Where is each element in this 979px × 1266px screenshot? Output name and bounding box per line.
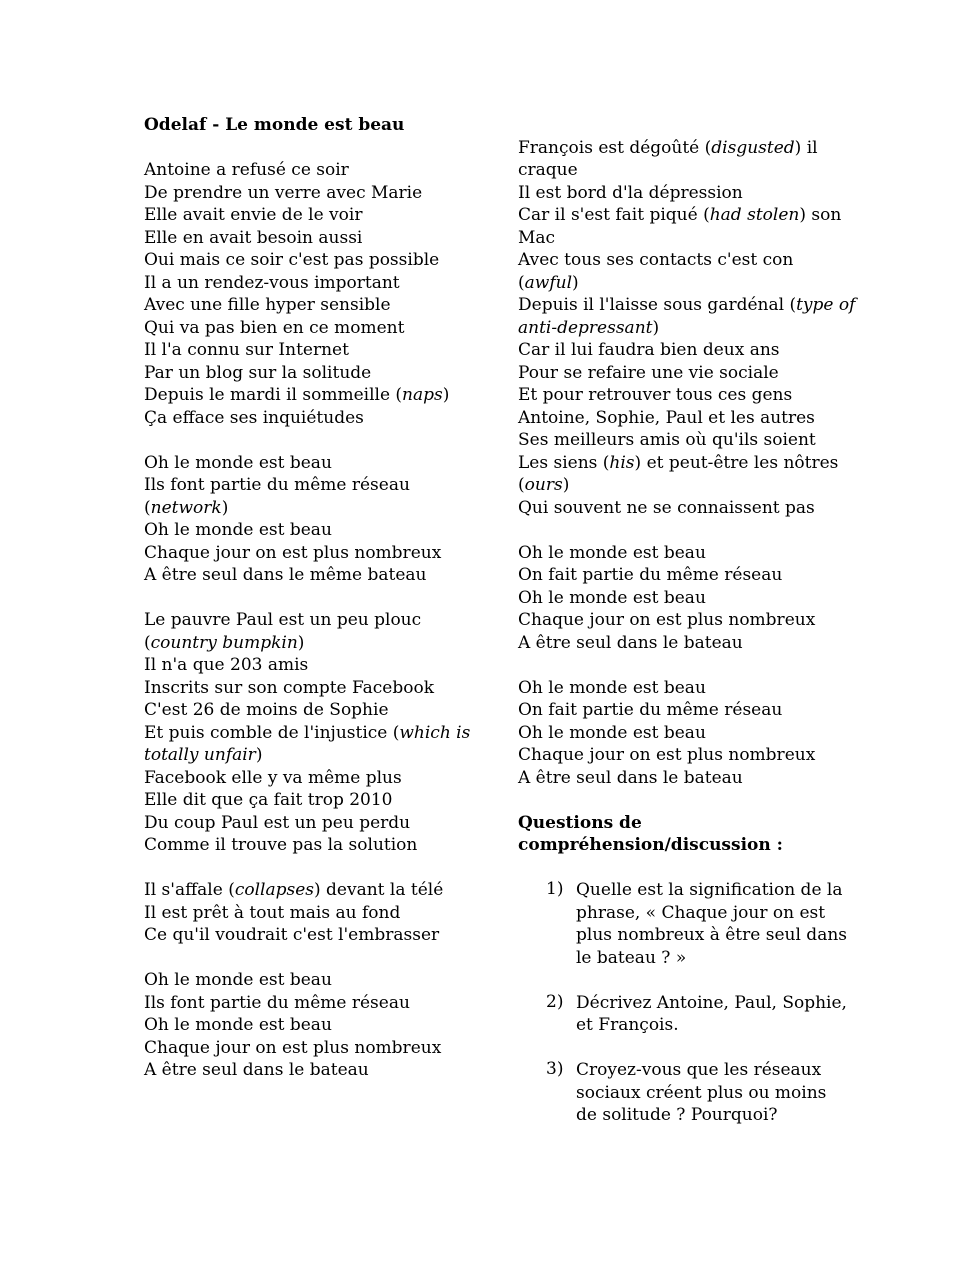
lyric-text: A être seul dans le même bateau xyxy=(144,565,427,585)
left-lyric-line xyxy=(144,182,474,205)
lyric-text: Ses meilleurs amis où qu'ils soient xyxy=(518,430,816,450)
gloss-text: which is xyxy=(399,722,471,743)
left-lyric-line xyxy=(144,969,474,992)
left-lyrics xyxy=(144,159,474,1082)
lyric-text: Du coup Paul est un peu perdu xyxy=(144,812,411,833)
left-lyric-line xyxy=(144,384,474,407)
lyric-text: ) xyxy=(442,385,450,405)
blank-line xyxy=(144,137,474,160)
lyric-text: Il l'a connu sur Internet xyxy=(144,340,349,360)
left-lyric-line xyxy=(144,834,474,857)
right-lyric-line xyxy=(518,722,848,745)
question-item xyxy=(518,879,848,969)
blank-line xyxy=(144,947,474,970)
left-lyric-line xyxy=(144,1037,474,1060)
blank-line xyxy=(518,857,848,880)
blank-line xyxy=(518,789,848,812)
left-lyric-line xyxy=(144,1014,474,1037)
lyric-text: Inscrits sur son compte Facebook xyxy=(144,677,435,698)
gloss-text: naps xyxy=(402,385,443,405)
right-lyric-line xyxy=(518,227,848,250)
gloss-text: type of xyxy=(796,295,856,315)
lyric-text: Oh le monde est beau xyxy=(518,677,706,698)
left-lyric-line xyxy=(144,722,474,745)
lyric-text: On fait partie du même réseau xyxy=(518,565,783,585)
question-list xyxy=(518,879,848,1127)
right-lyric-line xyxy=(518,407,848,430)
right-lyric-line xyxy=(518,137,848,160)
left-lyric-line xyxy=(144,452,474,475)
lyric-text: Chaque jour on est plus nombreux xyxy=(144,1037,442,1058)
lyric-text: Il a un rendez-vous important xyxy=(144,272,400,293)
lyric-text: Chaque jour on est plus nombreux xyxy=(518,745,816,765)
lyric-text: Il est prêt à tout mais au fond xyxy=(144,902,401,923)
lyric-text: ) xyxy=(297,632,305,653)
lyric-text: Oh le monde est beau xyxy=(518,542,706,563)
left-lyric-line xyxy=(144,542,474,565)
lyric-text: ) xyxy=(221,497,229,518)
right-lyric-line xyxy=(518,452,848,475)
left-lyric-line xyxy=(144,159,474,182)
right-lyric-line xyxy=(518,587,848,610)
left-lyric-line xyxy=(144,339,474,362)
left-lyric-line xyxy=(144,474,474,497)
question-number: 1) xyxy=(546,879,564,899)
lyric-text: Oh le monde est beau xyxy=(144,452,332,473)
lyric-text: Avec tous ses contacts c'est con xyxy=(518,250,794,270)
left-lyric-line xyxy=(144,609,474,632)
lyric-text: Oh le monde est beau xyxy=(144,520,332,540)
left-lyric-line xyxy=(144,564,474,587)
song-title: Odelaf - Le monde est beau xyxy=(144,115,405,135)
right-lyric-line xyxy=(518,339,848,362)
left-column xyxy=(144,114,474,1082)
right-lyric-line xyxy=(518,609,848,632)
lyric-text: Qui souvent ne se connaissent pas xyxy=(518,497,815,518)
question-item xyxy=(518,992,848,1037)
left-lyric-line xyxy=(144,249,474,272)
lyric-text: Par un blog sur la solitude xyxy=(144,362,372,383)
left-lyric-line xyxy=(144,789,474,812)
lyric-text: ) il xyxy=(794,137,818,158)
right-lyric-line xyxy=(518,699,848,722)
left-lyric-line xyxy=(144,902,474,925)
left-lyric-line xyxy=(144,879,474,902)
blank-line xyxy=(518,114,848,137)
right-lyric-line xyxy=(518,677,848,700)
question-text-line: Quelle est la signification de la xyxy=(576,880,843,900)
lyric-text: Qui va pas bien en ce moment xyxy=(144,317,405,338)
questions-heading-line-1: Questions de xyxy=(518,812,642,833)
lyric-text: Ça efface ses inquiétudes xyxy=(144,407,364,428)
right-lyric-line xyxy=(518,384,848,407)
left-lyric-line xyxy=(144,924,474,947)
lyric-text: Il n'a que 203 amis xyxy=(144,655,309,675)
right-lyric-line xyxy=(518,317,848,340)
lyric-text: Comme il trouve pas la solution xyxy=(144,835,418,855)
left-lyric-line xyxy=(144,272,474,295)
lyric-text: Antoine, Sophie, Paul et les autres xyxy=(518,407,815,428)
left-lyric-line xyxy=(144,519,474,542)
left-lyric-line xyxy=(144,227,474,250)
question-item xyxy=(518,1059,848,1127)
gloss-text: his xyxy=(609,452,635,473)
question-text-line: et François. xyxy=(576,1015,679,1035)
left-lyric-line xyxy=(144,407,474,430)
lyric-text: Oh le monde est beau xyxy=(144,970,332,990)
blank-line xyxy=(518,654,848,677)
question-text-line: le bateau ? » xyxy=(576,947,687,968)
lyric-text: ) son xyxy=(799,205,842,225)
lyric-text: Pour se refaire une vie sociale xyxy=(518,362,779,383)
gloss-text: country bumpkin xyxy=(150,632,298,653)
lyric-text: Ils font partie du même réseau xyxy=(144,992,410,1013)
right-lyric-line xyxy=(518,744,848,767)
question-text-line: phrase, « Chaque jour on est xyxy=(576,902,826,923)
lyric-text: A être seul dans le bateau xyxy=(518,767,743,788)
right-lyric-line xyxy=(518,474,848,497)
lyric-text: Car il lui faudra bien deux ans xyxy=(518,340,780,360)
right-lyric-line xyxy=(518,564,848,587)
lyric-text: François est dégoûté ( xyxy=(518,137,712,158)
lyric-text: ) xyxy=(562,475,570,495)
lyric-text: Oui mais ce soir c'est pas possible xyxy=(144,250,440,270)
lyric-text: De prendre un verre avec Marie xyxy=(144,182,423,203)
left-lyric-line xyxy=(144,1059,474,1082)
left-lyric-line xyxy=(144,317,474,340)
lyric-text: Le pauvre Paul est un peu plouc xyxy=(144,610,422,630)
blank-line xyxy=(518,519,848,542)
lyric-text: Chaque jour on est plus nombreux xyxy=(144,542,442,563)
question-text-line: sociaux créent plus ou moins xyxy=(576,1082,827,1103)
question-text-line: de solitude ? Pourquoi? xyxy=(576,1105,778,1125)
lyric-text: Ils font partie du même réseau xyxy=(144,475,410,495)
left-lyric-line xyxy=(144,992,474,1015)
right-lyric-line xyxy=(518,767,848,790)
left-lyric-line xyxy=(144,677,474,700)
left-lyric-line xyxy=(144,812,474,835)
lyric-text: Et puis comble de l'injustice ( xyxy=(144,722,400,743)
gloss-text: anti-depressant xyxy=(518,317,653,338)
question-number: 3) xyxy=(546,1059,564,1079)
right-lyric-line xyxy=(518,294,856,317)
left-lyric-line xyxy=(144,497,474,520)
lyric-text: Les siens ( xyxy=(518,452,610,473)
lyric-text: Elle avait envie de le voir xyxy=(144,205,363,225)
lyric-text: ( xyxy=(144,497,151,518)
left-lyric-line xyxy=(144,632,474,655)
question-text-line: Croyez-vous que les réseaux xyxy=(576,1060,822,1080)
lyric-text: Depuis il l'laisse sous gardénal ( xyxy=(518,295,797,315)
question-text-line: plus nombreux à être seul dans xyxy=(576,925,847,945)
blank-line xyxy=(144,857,474,880)
question-text-line: Décrivez Antoine, Paul, Sophie, xyxy=(576,992,847,1013)
left-lyric-line xyxy=(144,744,474,767)
gloss-text: network xyxy=(150,497,222,518)
right-lyric-line xyxy=(518,204,848,227)
lyric-text: ( xyxy=(518,272,525,293)
blank-line xyxy=(144,429,474,452)
lyric-text: Oh le monde est beau xyxy=(144,1015,332,1035)
left-lyric-line xyxy=(144,654,474,677)
right-column xyxy=(518,114,856,1127)
lyric-text: ) xyxy=(652,317,660,338)
lyric-text: ( xyxy=(518,475,525,495)
blank-line xyxy=(518,1037,848,1060)
lyric-text: Elle dit que ça fait trop 2010 xyxy=(144,790,393,810)
lyric-text: Ce qu'il voudrait c'est l'embrasser xyxy=(144,925,440,945)
lyric-text: Il s'affale ( xyxy=(144,880,235,900)
lyric-text: Elle en avait besoin aussi xyxy=(144,227,363,248)
lyric-text: ) xyxy=(572,272,579,293)
lyric-text: Facebook elle y va même plus xyxy=(144,767,402,788)
gloss-text: awful xyxy=(524,272,573,293)
lyric-text: Oh le monde est beau xyxy=(518,722,706,743)
lyric-text: A être seul dans le bateau xyxy=(518,632,743,653)
right-lyrics xyxy=(518,114,856,812)
right-lyric-line xyxy=(518,159,848,182)
right-lyric-line xyxy=(518,497,848,520)
lyric-text: On fait partie du même réseau xyxy=(518,700,783,720)
lyric-text: Car il s'est fait piqué ( xyxy=(518,205,710,225)
left-lyric-line xyxy=(144,294,474,317)
left-lyric-line xyxy=(144,699,474,722)
right-lyric-line xyxy=(518,249,848,272)
lyric-text: Il est bord d'la dépression xyxy=(518,182,743,203)
blank-line xyxy=(518,969,848,992)
blank-line xyxy=(144,587,474,610)
gloss-text: ours xyxy=(524,475,563,495)
lyric-text: Oh le monde est beau xyxy=(518,587,706,608)
lyric-text: ( xyxy=(144,632,151,653)
lyric-text: Et pour retrouver tous ces gens xyxy=(518,385,793,405)
lyric-text: ) et peut-être les nôtres xyxy=(634,452,839,473)
right-lyric-line xyxy=(518,542,848,565)
questions-heading-line-2: compréhension/discussion : xyxy=(518,835,783,855)
lyric-text: Mac xyxy=(518,227,556,248)
left-lyric-line xyxy=(144,767,474,790)
gloss-text: disgusted xyxy=(711,137,795,158)
lyric-text: Antoine a refusé ce soir xyxy=(144,160,349,180)
lyric-text: Depuis le mardi il sommeille ( xyxy=(144,385,403,405)
right-lyric-line xyxy=(518,182,848,205)
gloss-text: totally unfair xyxy=(144,745,256,765)
right-lyric-line xyxy=(518,632,848,655)
left-lyric-line xyxy=(144,362,474,385)
right-lyric-line xyxy=(518,272,848,295)
right-lyric-line xyxy=(518,362,848,385)
lyric-text: A être seul dans le bateau xyxy=(144,1060,369,1080)
lyric-text: Avec une fille hyper sensible xyxy=(144,295,391,315)
gloss-text: collapses xyxy=(234,880,314,900)
lyric-text: Chaque jour on est plus nombreux xyxy=(518,610,816,630)
gloss-text: had stolen xyxy=(709,205,800,225)
lyric-text: craque xyxy=(518,160,578,180)
left-lyric-line xyxy=(144,204,474,227)
lyric-text: ) devant la télé xyxy=(314,880,444,900)
lyric-text: C'est 26 de moins de Sophie xyxy=(144,700,389,720)
lyric-text: ) xyxy=(255,745,263,765)
question-number: 2) xyxy=(546,991,564,1012)
right-lyric-line xyxy=(518,429,848,452)
